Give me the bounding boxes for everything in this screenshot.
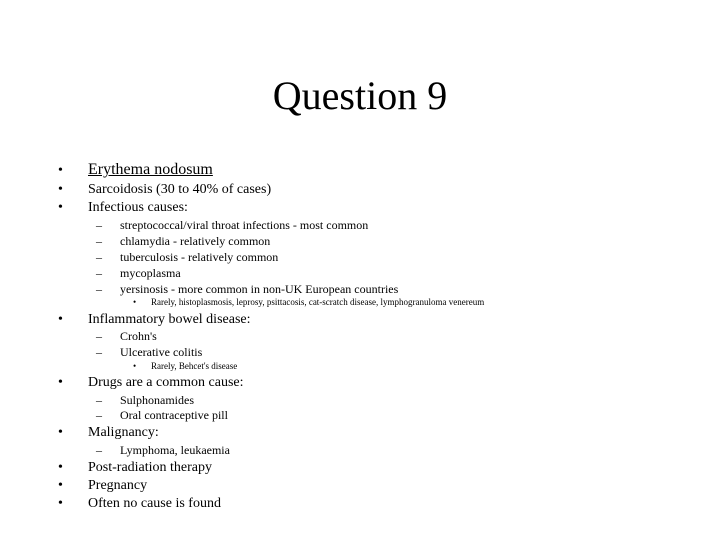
bullet: • (58, 478, 63, 493)
bullet: • (58, 496, 63, 511)
bullet: • (58, 460, 63, 475)
dash: – (96, 329, 102, 343)
sub-item-text: Crohn's (120, 329, 157, 343)
bullet: • (58, 200, 63, 215)
bullet: • (133, 297, 137, 307)
dash: – (96, 282, 102, 296)
sub-sub-item-text: Rarely, histoplasmosis, leprosy, psittacosis, cat-scratch disease, lymphogranuloma venereum (151, 297, 485, 307)
item-drugs: Drugs are a common cause: (88, 375, 244, 390)
sub-sub-item-text: Rarely, Behcet's disease (151, 361, 238, 371)
sub-item-text: Lymphoma, leukaemia (120, 443, 230, 457)
bullet: • (58, 312, 63, 327)
sub-item-text: Sulphonamides (120, 393, 194, 407)
sub-item-text: mycoplasma (120, 266, 181, 280)
bullet: • (58, 375, 63, 390)
dash: – (96, 218, 102, 232)
dash: – (96, 250, 102, 264)
slide-title: Question 9 (272, 73, 448, 118)
bullet: • (58, 163, 63, 178)
dash: – (96, 393, 102, 407)
item-post-radiation: Post-radiation therapy (88, 460, 213, 475)
dash: – (96, 408, 102, 422)
heading-erythema-nodosum: Erythema nodosum (88, 161, 213, 178)
dash: – (96, 266, 102, 280)
sub-item-text: streptococcal/viral throat infections - most common (120, 218, 369, 232)
item-pregnancy: Pregnancy (88, 478, 148, 493)
item-ibd: Inflammatory bowel disease: (88, 312, 251, 327)
sub-item-text: Oral contraceptive pill (120, 408, 228, 422)
sub-item-text: chlamydia - relatively common (120, 234, 271, 248)
item-malignancy: Malignancy: (88, 425, 159, 440)
bullet: • (58, 182, 63, 197)
dash: – (96, 234, 102, 248)
item-no-cause: Often no cause is found (88, 496, 221, 511)
sub-item-text: tuberculosis - relatively common (120, 250, 279, 264)
dash: – (96, 443, 102, 457)
bullet: • (133, 361, 137, 371)
sub-item-text: Ulcerative colitis (120, 345, 203, 359)
item-sarcoidosis: Sarcoidosis (30 to 40% of cases) (88, 182, 272, 197)
sub-item-text: yersinosis - more common in non-UK European countries (120, 282, 399, 296)
bullet: • (58, 425, 63, 440)
dash: – (96, 345, 102, 359)
item-infectious-causes: Infectious causes: (88, 200, 188, 215)
